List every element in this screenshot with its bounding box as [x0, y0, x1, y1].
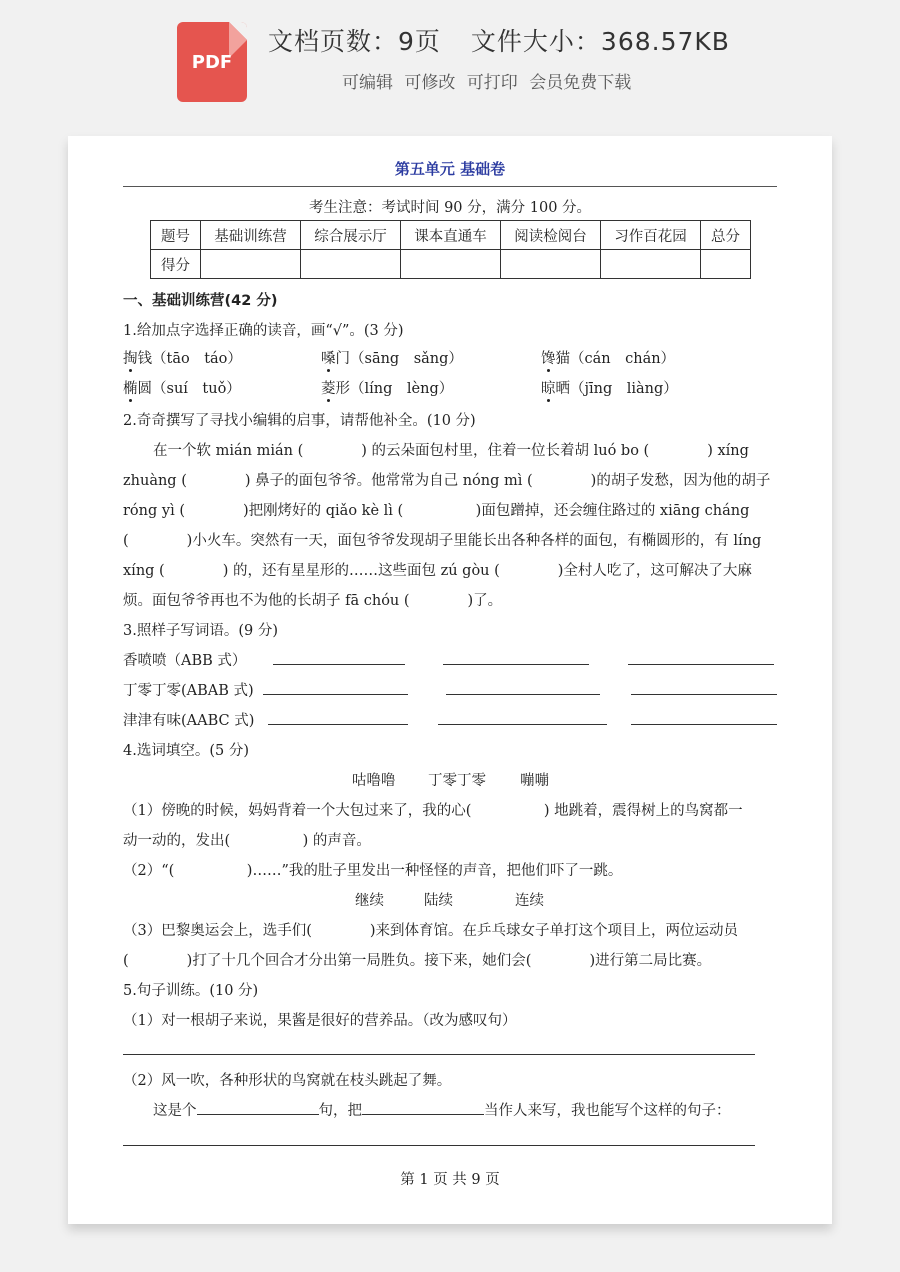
question-4-prompt: 4.选词填空。(5 分) [123, 743, 249, 759]
score-cell[interactable] [301, 250, 401, 279]
question-1-prompt: 1.给加点字选择正确的读音，画“√”。(3 分) [123, 323, 404, 339]
fill-text: 句，把 [318, 1103, 362, 1119]
fill-sentence: 动一动的，发出( ) 的声音。 [123, 833, 371, 849]
word-example: 津津有味(AABC 式) [123, 713, 255, 729]
pinyin-options: 门（sāng sǎng） [335, 351, 463, 367]
question-2-prompt: 2.奇奇撰写了寻找小编辑的启事，请帮他补全。(10 分) [123, 413, 476, 429]
dotted-char: 椭 [123, 381, 138, 397]
score-cell[interactable] [501, 250, 601, 279]
sentence-fill-row [153, 1099, 731, 1120]
score-cell[interactable] [601, 250, 701, 279]
pinyin-options: 猫（cán chán） [555, 351, 676, 367]
passage-line: ( )小火车。突然有一天，面包爷爷发现胡子里能长出各种各样的面包，有椭圆形的，有 líng [123, 533, 762, 549]
fill-sentence: （1）傍晚的时候，妈妈背着一个大包过来了，我的心( ) 地跳着，震得树上的鸟窝都一 [123, 803, 743, 819]
answer-line[interactable] [123, 1145, 755, 1146]
word-row [123, 649, 246, 670]
answer-blank[interactable] [446, 694, 600, 695]
pinyin-item [123, 347, 242, 368]
passage-line: xíng ( ) 的，还有星星形的……这些面包 zú gòu ( )全村人吃了，这可解决了大麻 [123, 563, 752, 579]
answer-blank[interactable] [268, 724, 408, 725]
question-3-prompt: 3.照样子写词语。(9 分) [123, 623, 278, 639]
word-choice: 继续 [355, 893, 384, 909]
table-header: 阅读检阅台 [501, 221, 601, 250]
score-cell[interactable] [701, 250, 751, 279]
exam-title: 第五单元 基础卷 [394, 160, 506, 178]
table-header: 综合展示厅 [301, 221, 401, 250]
table-header: 题号 [151, 221, 201, 250]
passage-line: róng yì ( )把刚烤好的 qiǎo kè lì ( )面包蹭掉，还会缠住路过的 xiāng cháng [123, 503, 750, 519]
file-size: 文件大小：368.57KB [470, 27, 730, 56]
section-heading: 一、基础训练营(42 分) [123, 293, 278, 309]
pdf-file-icon [177, 22, 247, 102]
fill-sentence: ( )打了十几个回合才分出第一局胜负。接下来，她们会( )进行第二局比赛。 [123, 953, 712, 969]
fill-text: 当作人来写，我也能写个这样的句子： [484, 1103, 731, 1119]
pinyin-item [123, 377, 241, 398]
passage-line: zhuàng ( ) 鼻子的面包爷爷。他常常为自己 nóng mì ( )的胡子发愁，因为他的胡子 [123, 473, 771, 489]
pinyin-options: 形（líng lèng） [335, 381, 454, 397]
dotted-char: 晾 [541, 381, 556, 397]
page-footer: 第 1 页 共 9 页 [400, 1172, 500, 1188]
table-header: 课本直通车 [401, 221, 501, 250]
answer-blank[interactable] [438, 724, 607, 725]
download-banner [0, 0, 900, 118]
sentence-task: （2）风一吹，各种形状的鸟窝就在枝头跳起了舞。 [123, 1073, 452, 1089]
score-label: 得分 [151, 250, 201, 279]
pinyin-item [321, 347, 463, 368]
answer-blank[interactable] [631, 694, 777, 695]
title-divider [123, 186, 777, 187]
table-header: 基础训练营 [201, 221, 301, 250]
pinyin-options: 圆（suí tuǒ） [137, 381, 241, 397]
word-choice: 嘣嘣 [520, 773, 549, 789]
score-table-score-row [151, 250, 751, 279]
word-example: 丁零丁零(ABAB 式) [123, 683, 254, 699]
answer-blank[interactable] [631, 724, 777, 725]
exam-page [68, 136, 832, 1224]
pinyin-options: 晒（jīng liàng） [555, 381, 678, 397]
fill-sentence: （2）“( )……”我的肚子里发出一种怪怪的声音，把他们吓了一跳。 [123, 863, 623, 879]
passage-line: 在一个软 mián mián ( ) 的云朵面包村里，住着一位长着胡 luó bo ( ) xíng [153, 443, 749, 459]
answer-blank[interactable] [443, 664, 589, 665]
table-header: 习作百花园 [601, 221, 701, 250]
word-choice: 陆续 [424, 893, 453, 909]
score-cell[interactable] [401, 250, 501, 279]
word-choice: 咕噜噜 [352, 773, 396, 789]
dotted-char: 菱 [321, 381, 336, 397]
answer-blank[interactable] [273, 664, 405, 665]
answer-line[interactable] [123, 1054, 755, 1055]
fill-text: 这是个 [153, 1103, 197, 1119]
word-choice: 连续 [515, 893, 544, 909]
answer-blank[interactable] [628, 664, 774, 665]
word-row [123, 709, 254, 730]
score-cell[interactable] [201, 250, 301, 279]
answer-blank[interactable] [197, 1100, 319, 1115]
score-table-header-row [151, 221, 751, 250]
pdf-label: PDF [191, 52, 233, 73]
score-table [150, 220, 751, 279]
feature-list: 可编辑 可修改 可打印 会员免费下载 [342, 73, 632, 93]
exam-notice: 考生注意：考试时间 90 分，满分 100 分。 [308, 200, 592, 216]
word-choice: 丁零丁零 [428, 773, 486, 789]
pinyin-item [541, 347, 675, 368]
word-row [123, 679, 254, 700]
sentence-task: （1）对一根胡子来说，果酱是很好的营养品。（改为感叹句） [123, 1013, 517, 1029]
pinyin-options: 钱（tāo táo） [137, 351, 242, 367]
dotted-char: 掏 [123, 351, 138, 367]
pinyin-item [541, 377, 678, 398]
question-5-prompt: 5.句子训练。(10 分) [123, 983, 259, 999]
dotted-char: 馋 [541, 351, 556, 367]
pinyin-item [321, 377, 453, 398]
fill-sentence: （3）巴黎奥运会上，选手们( )来到体育馆。在乒乓球女子单打这个项目上，两位运动员 [123, 923, 739, 939]
dotted-char: 嗓 [321, 351, 336, 367]
table-header: 总分 [701, 221, 751, 250]
answer-blank[interactable] [263, 694, 408, 695]
word-example: 香喷喷（ABB 式） [123, 653, 247, 669]
document-info [268, 22, 760, 58]
page-count: 文档页数：9页 [268, 27, 441, 56]
passage-line: 烦。面包爷爷再也不为他的长胡子 fā chóu ( )了。 [123, 593, 503, 609]
answer-blank[interactable] [362, 1100, 484, 1115]
